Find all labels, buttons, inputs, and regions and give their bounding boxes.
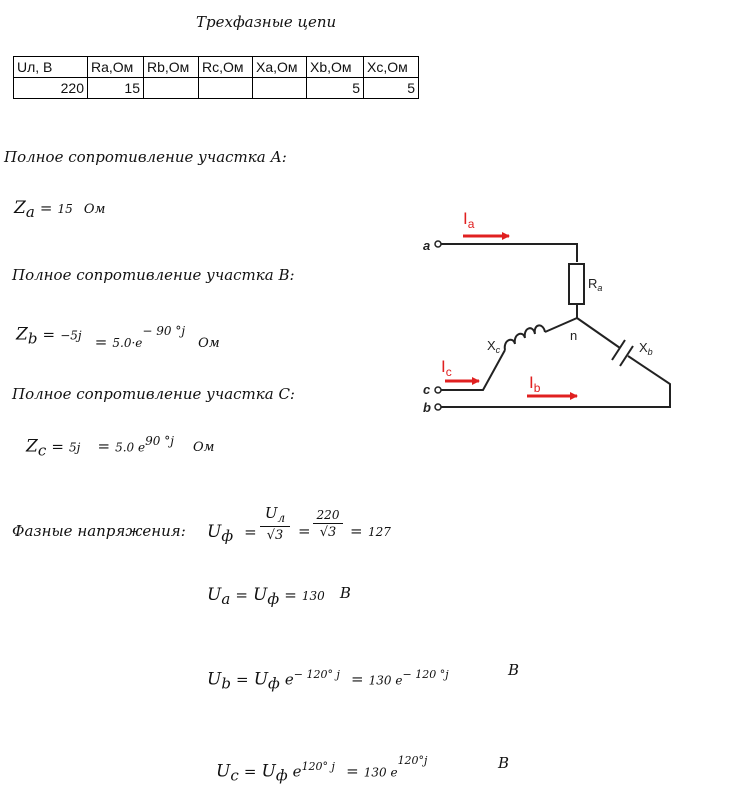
- uphase-lhs: [207, 522, 257, 545]
- label-node-a: a: [423, 238, 431, 253]
- ub-rhs-symbol: U: [253, 669, 269, 690]
- uphase-symbol: U: [207, 522, 222, 542]
- label-xb: $X_b$: [639, 340, 653, 357]
- table-value-row: [14, 78, 419, 99]
- ub-value: 130 e: [368, 673, 403, 688]
- uc-value: 130 e: [363, 765, 398, 780]
- zc-equals: =: [51, 437, 64, 456]
- za-equals: =: [39, 199, 53, 217]
- uc-subscript: c: [230, 766, 239, 785]
- ub-e: e: [284, 670, 294, 689]
- table-value-cell[interactable]: 5: [364, 78, 419, 99]
- zb-magnitude: 5.0·e: [112, 336, 143, 351]
- wire-a: [440, 244, 577, 262]
- ub-symbol: U: [207, 669, 222, 690]
- uphase-fraction-1: [260, 503, 290, 543]
- ua-rhs-symbol: U: [253, 585, 268, 605]
- ub-formula: [207, 668, 449, 693]
- ub-subscript: b: [221, 674, 231, 693]
- section-c-heading: Полное сопротивление участка С:: [12, 385, 295, 403]
- ua-subscript: a: [221, 590, 231, 609]
- ub-equals: =: [236, 670, 249, 689]
- phase-heading: Фазные напряжения:: [12, 522, 186, 540]
- capacitor-xb-plate-2: [620, 346, 633, 366]
- zb-symbol: Z: [16, 324, 28, 345]
- za-unit: Ом: [83, 202, 106, 217]
- parameters-table: [13, 56, 419, 99]
- resistor-ra: [569, 264, 584, 304]
- ub-unit: В: [508, 661, 520, 679]
- ub-equals-2: =: [350, 670, 364, 689]
- ua-symbol: U: [207, 585, 222, 605]
- table-header-cell[interactable]: Xa,Ом: [253, 57, 307, 78]
- za-symbol: Z: [14, 198, 26, 218]
- za-subscript: a: [25, 203, 35, 222]
- terminal-b: [435, 404, 441, 410]
- uphase-equals: =: [244, 523, 257, 541]
- label-node-n: n: [570, 328, 578, 343]
- label-xc: $X_c$: [487, 338, 501, 355]
- uphase-subscript: ф: [221, 527, 234, 546]
- label-ia: $I_a$: [463, 209, 475, 231]
- ub-rhs-subscript: ф: [268, 674, 280, 693]
- uc-equals: =: [243, 762, 257, 781]
- uphase-equals-2: =: [298, 522, 311, 540]
- uc-equals-2: =: [346, 762, 359, 781]
- zc-exponent: 90 °j: [145, 434, 174, 448]
- terminal-a: [435, 241, 441, 247]
- zc-unit: Ом: [193, 440, 215, 456]
- zb-exponent: − 90 °j: [142, 324, 186, 338]
- zb-subscript: b: [27, 329, 38, 348]
- ua-equals: =: [235, 586, 248, 604]
- section-b-heading: Полное сопротивление участка В:: [12, 266, 295, 284]
- uc-exponent-1: 120° j: [301, 760, 335, 773]
- ua-value: 130: [301, 589, 325, 603]
- section-a-heading: Полное сопротивление участка А:: [4, 148, 287, 166]
- inductor-xc: [505, 325, 545, 350]
- zc-equals-2: =: [97, 437, 111, 456]
- zb-equals: =: [42, 325, 56, 344]
- circuit-diagram: [415, 200, 685, 420]
- table-header-cell[interactable]: Xb,Ом: [307, 57, 364, 78]
- uphase-result: 127: [368, 525, 391, 539]
- ua-unit: В: [339, 584, 351, 602]
- fraction-2-denominator: √3: [319, 525, 337, 540]
- zc-symbol: Z: [26, 436, 38, 457]
- ub-exponent-1: − 120° j: [293, 668, 340, 681]
- uc-exponent-2: 120°j: [397, 754, 428, 767]
- fraction-1-numerator-subscript: л: [277, 511, 286, 526]
- table-header-row: [14, 57, 419, 78]
- terminal-c: [435, 387, 441, 393]
- zc-value: 5j: [68, 440, 81, 455]
- label-ra: $R_a$: [588, 276, 603, 293]
- zc-subscript: c: [37, 441, 47, 460]
- table-value-cell[interactable]: [199, 78, 253, 99]
- table-value-cell[interactable]: 220: [14, 78, 88, 99]
- label-node-b: b: [423, 400, 431, 415]
- table-header-cell[interactable]: Uл, В: [14, 57, 88, 78]
- uc-unit: В: [498, 754, 510, 772]
- uc-rhs-symbol: U: [261, 761, 276, 782]
- wire-n-xb: [577, 318, 620, 348]
- table-value-cell[interactable]: 15: [88, 78, 144, 99]
- uc-symbol: U: [216, 761, 231, 782]
- ua-formula: [207, 585, 351, 608]
- uphase-fraction-2: [313, 508, 343, 540]
- zc-formula: [26, 434, 214, 460]
- ub-exponent-2: − 120 °j: [402, 668, 449, 681]
- label-ic: $I_c$: [441, 357, 452, 379]
- uc-formula: [216, 754, 428, 785]
- table-header-cell[interactable]: Rc,Ом: [199, 57, 253, 78]
- fraction-2-numerator: 220: [316, 508, 340, 522]
- fraction-1-numerator: U: [264, 504, 278, 522]
- uphase-equals-3: =: [350, 522, 363, 540]
- label-node-c: c: [423, 382, 431, 397]
- zb-formula: [16, 322, 220, 352]
- zc-magnitude: 5.0 e: [115, 440, 146, 455]
- table-value-cell[interactable]: [144, 78, 199, 99]
- label-ib: $I_b$: [529, 373, 541, 395]
- uc-e: e: [292, 762, 302, 781]
- zb-unit: Ом: [198, 336, 220, 352]
- zb-equals-2: =: [94, 333, 108, 352]
- za-value: 15: [57, 202, 73, 216]
- page-title: Трехфазные цепи: [196, 13, 337, 31]
- table-header-cell[interactable]: Ra,Ом: [88, 57, 144, 78]
- zb-value: −5j: [60, 328, 82, 343]
- table-value-cell[interactable]: 5: [307, 78, 364, 99]
- table-header-cell[interactable]: Xc,Ом: [364, 57, 419, 78]
- za-formula: [14, 198, 105, 221]
- ua-rhs-subscript: ф: [267, 590, 280, 609]
- table-header-cell[interactable]: Rb,Ом: [144, 57, 199, 78]
- uc-rhs-subscript: ф: [275, 766, 288, 785]
- table-value-cell[interactable]: [253, 78, 307, 99]
- fraction-1-denominator: √3: [266, 528, 284, 544]
- ua-equals-2: =: [284, 586, 297, 604]
